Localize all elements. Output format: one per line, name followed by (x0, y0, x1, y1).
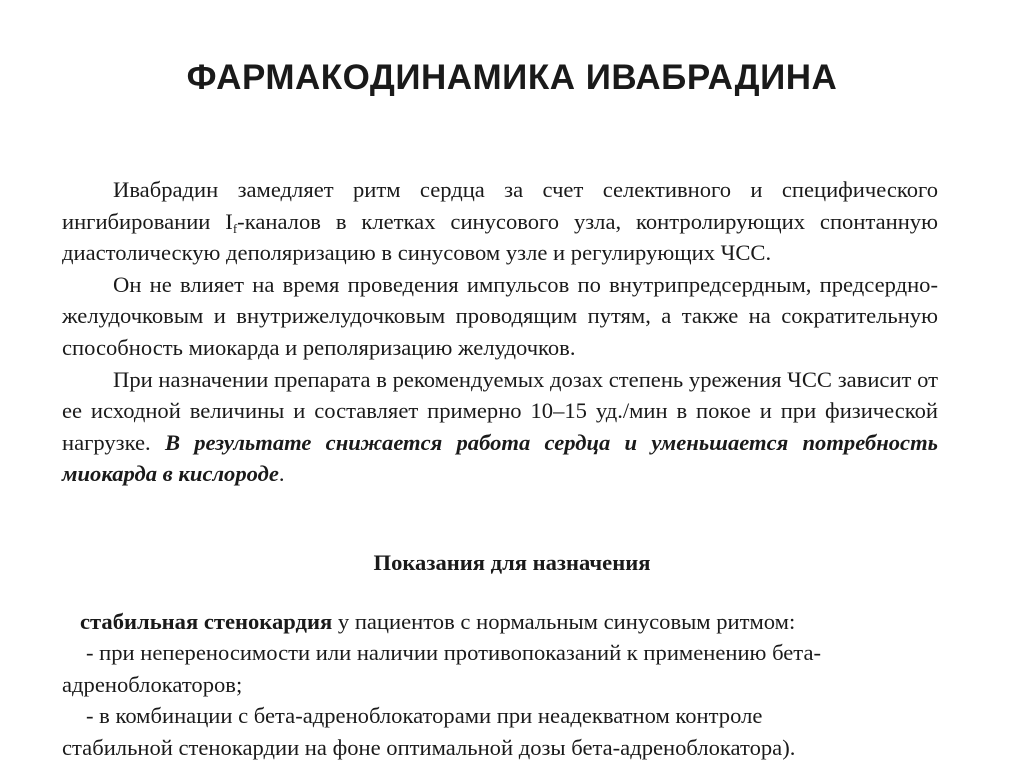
indication-item-2-line-2: стабильной стенокардии на фоне оптимальной дозы бета-адреноблокатора). (62, 734, 796, 760)
indications-heading: Показания для назначения (373, 550, 651, 575)
paragraph-mechanism-text: Ивабрадин замедляет ритм сердца за счет селективного и специфического ингибировании I (62, 177, 938, 234)
paragraph-effect-emphasis: В результате снижается работа сердца и уменьшается потребность миокарда в кислороде (62, 429, 938, 487)
slide-title: ФАРМАКОДИНАМИКА ИВАБРАДИНА (186, 58, 838, 97)
paragraph-effect-end: . (278, 461, 285, 487)
indication-item-1-line-1: - при непереносимости или наличии противопоказаний к применению бета- (86, 640, 821, 666)
paragraph-effect-text: При назначении препарата в рекомендуемых дозах степень урежения ЧСС зависит от ее исходной величины и составляет примерно 10–15 уд./мин в покое и при физической нагрузке. (62, 366, 938, 455)
paragraph-mechanism-text-end: -каналов в клетках синусового узла, контролирующих спонтанную диастолическую деполяризацию в синусовом узле и регулирующих ЧСС. (62, 208, 938, 266)
indications-list (62, 606, 942, 763)
indication-item-1-line-2: адреноблокаторов; (62, 671, 243, 697)
paragraph-conduction: Он не влияет на время проведения импульсов по внутрипредсердным, предсердно-желудочковым и внутрижелудочковым проводящим путям, а также на сократительную способность миокарда и реполяризацию желудочков. (62, 271, 938, 360)
current-subscript: f (232, 220, 238, 236)
indication-lead-rest: у пациентов с нормальным синусовым ритмом: (332, 609, 796, 634)
main-text (62, 174, 938, 490)
indication-lead-bold: стабильная стенокардия (80, 609, 333, 634)
indication-item-2-line-1: - в комбинации с бета-адреноблокаторами при неадекватном контроле (86, 703, 763, 729)
paragraph-mechanism (62, 174, 938, 269)
paragraph-effect (62, 364, 938, 490)
indication-lead (62, 606, 942, 637)
